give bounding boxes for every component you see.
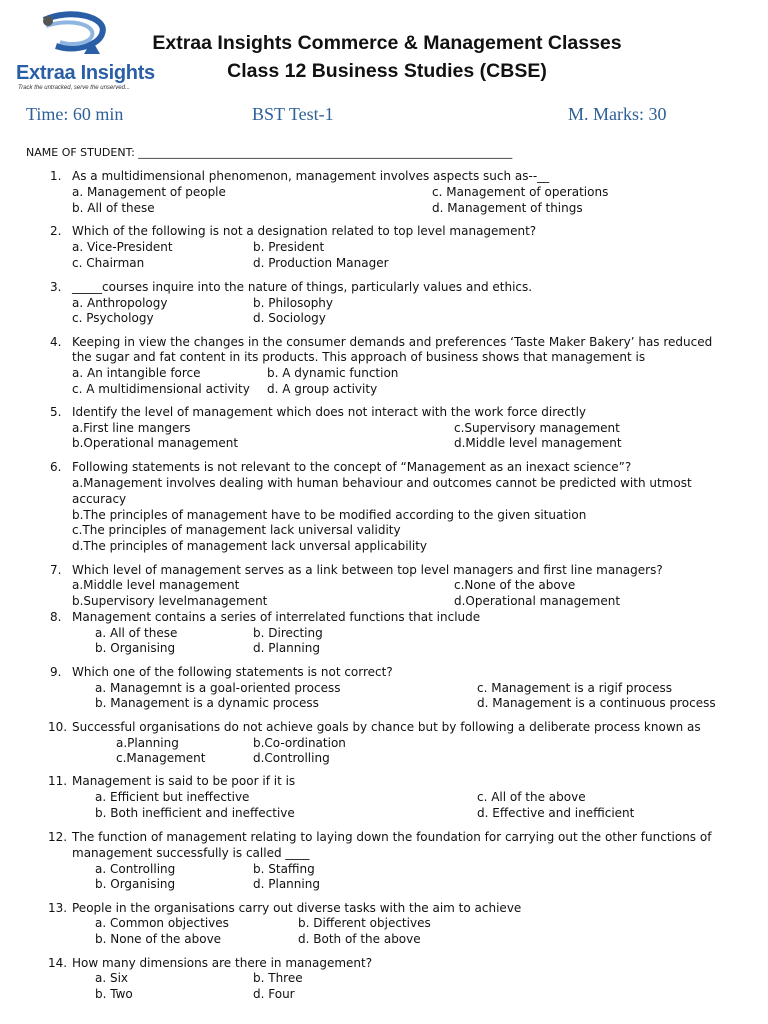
option-a-cont: accuracy (72, 492, 127, 506)
option-c: c.Management (116, 751, 206, 765)
question-number: 5. (50, 405, 62, 419)
question-text: Identify the level of management which does not interact with the work force directly (72, 405, 587, 419)
option-c: c.None of the above (454, 578, 576, 592)
option-a: a. Six (95, 971, 129, 985)
option-b: b.Operational management (72, 436, 239, 450)
option-b: b. Different objectives (298, 916, 431, 930)
option-d: d. Four (253, 987, 295, 1001)
option-b: b. Staffing (253, 862, 315, 876)
option-c: c. Chairman (72, 256, 145, 270)
question-text: _____courses inquire into the nature of things, particularly values and ethics. (72, 280, 533, 294)
option-d: d.The principles of management lack unversal applicability (72, 539, 428, 553)
option-b: b. Directing (253, 626, 323, 640)
option-a: a. All of these (95, 626, 178, 640)
option-c: b. Two (95, 987, 133, 1001)
question-number: 7. (50, 563, 62, 577)
option-b: b.Co-ordination (253, 736, 346, 750)
student-name-field[interactable]: NAME OF STUDENT: ____________________________________________________________________ (26, 146, 513, 159)
question-number: 6. (50, 460, 62, 474)
option-d: d. Production Manager (253, 256, 389, 270)
test-name: BST Test-1 (252, 104, 334, 124)
option-c: c. Management is a rigif process (477, 681, 673, 695)
option-a: a.Middle level management (72, 578, 240, 592)
max-marks: M. Marks: 30 (568, 104, 667, 124)
option-b: b.The principles of management have to be modified according to the given situation (72, 508, 587, 522)
option-d: d. Management is a continuous process (477, 696, 716, 710)
option-d: d.Middle level management (454, 436, 622, 450)
option-c: c.Supervisory management (454, 421, 620, 435)
option-a: a.First line mangers (72, 421, 191, 435)
page-title: Extraa Insights Commerce & Management Classes (152, 32, 622, 54)
question-number: 11. (48, 774, 68, 788)
question-number: 10. (48, 720, 68, 734)
page-subtitle: Class 12 Business Studies (CBSE) (227, 60, 547, 82)
logo-swirl-icon (14, 10, 148, 66)
question-text: Following statements is not relevant to the concept of “Management as an inexact science”? (72, 460, 632, 474)
question-text: Management is said to be poor if it is (72, 774, 296, 788)
question-number: 12. (48, 830, 68, 844)
question-text: As a multidimensional phenomenon, management involves aspects such as--__ (72, 169, 550, 183)
option-a: a.Management involves dealing with human behaviour and outcomes cannot be predicted with utmost (72, 476, 692, 490)
question-text: How many dimensions are there in management? (72, 956, 373, 970)
question-text: Which of the following is not a designation related to top level management? (72, 224, 537, 238)
logo-text: Extraa Insights (16, 62, 155, 84)
logo (14, 10, 155, 92)
option-a: a. An intangible force (72, 366, 201, 380)
option-b: b.Supervisory levelmanagement (72, 594, 268, 608)
question-number: 14. (48, 956, 68, 970)
question-text-cont: the sugar and fat content in its products. This approach of business shows that management is (72, 350, 646, 364)
option-b: b. Management is a dynamic process (95, 696, 319, 710)
question-text: The function of management relating to laying down the foundation for carrying out the other functions of (72, 830, 712, 844)
option-a: a. Controlling (95, 862, 176, 876)
option-b: b. Three (253, 971, 303, 985)
option-d: d. Sociology (253, 311, 326, 325)
option-d: d. A group activity (267, 382, 378, 396)
option-d: d.Controlling (253, 751, 330, 765)
option-c: b. Organising (95, 641, 176, 655)
option-a: a. Management of people (72, 185, 226, 199)
option-d: d. Planning (253, 877, 320, 891)
question-number: 13. (48, 901, 68, 915)
question-number: 3. (50, 280, 62, 294)
option-c: c. Management of operations (432, 185, 609, 199)
option-b: b. Both inefficient and ineffective (95, 806, 295, 820)
logo-tagline: Track the untracked, serve the unserved... (18, 85, 130, 91)
question-number: 8. (50, 610, 62, 624)
question-text: People in the organisations carry out diverse tasks with the aim to achieve (72, 901, 522, 915)
option-c: b. None of the above (95, 932, 222, 946)
option-a: a. Common objectives (95, 916, 229, 930)
question-text: Which level of management serves as a link between top level managers and first line managers? (72, 563, 663, 577)
option-d: d. Both of the above (298, 932, 421, 946)
option-a: a. Anthropology (72, 296, 168, 310)
option-b: b. All of these (72, 201, 155, 215)
option-d: d.Operational management (454, 594, 621, 608)
option-b: b. A dynamic function (267, 366, 399, 380)
option-d: d. Management of things (432, 201, 583, 215)
question-number: 9. (50, 665, 62, 679)
question-number: 2. (50, 224, 62, 238)
option-b: b. Philosophy (253, 296, 334, 310)
question-number: 4. (50, 335, 62, 349)
option-c: c. Psychology (72, 311, 154, 325)
option-c: c. A multidimensional activity (72, 382, 250, 396)
option-b: b. President (253, 240, 325, 254)
option-a: a. Managemnt is a goal-oriented process (95, 681, 341, 695)
option-c: c.The principles of management lack universal validity (72, 523, 401, 537)
option-a: a.Planning (116, 736, 179, 750)
option-d: d. Effective and inefficient (477, 806, 635, 820)
question-number: 1. (50, 169, 62, 183)
question-text-cont: management successfully is called ____ (72, 846, 310, 860)
option-c: b. Organising (95, 877, 176, 891)
question-text: Management contains a series of interrelated functions that include (72, 610, 481, 624)
option-c: c. All of the above (477, 790, 586, 804)
option-d: d. Planning (253, 641, 320, 655)
option-a: a. Efficient but ineffective (95, 790, 250, 804)
time-label: Time: 60 min (26, 104, 124, 124)
question-text: Keeping in view the changes in the consumer demands and preferences ‘Taste Maker Bakery’ has reduced (72, 335, 713, 349)
option-a: a. Vice-President (72, 240, 173, 254)
question-text: Which one of the following statements is not correct? (72, 665, 393, 679)
question-text: Successful organisations do not achieve goals by chance but by following a deliberate process known as (72, 720, 701, 734)
